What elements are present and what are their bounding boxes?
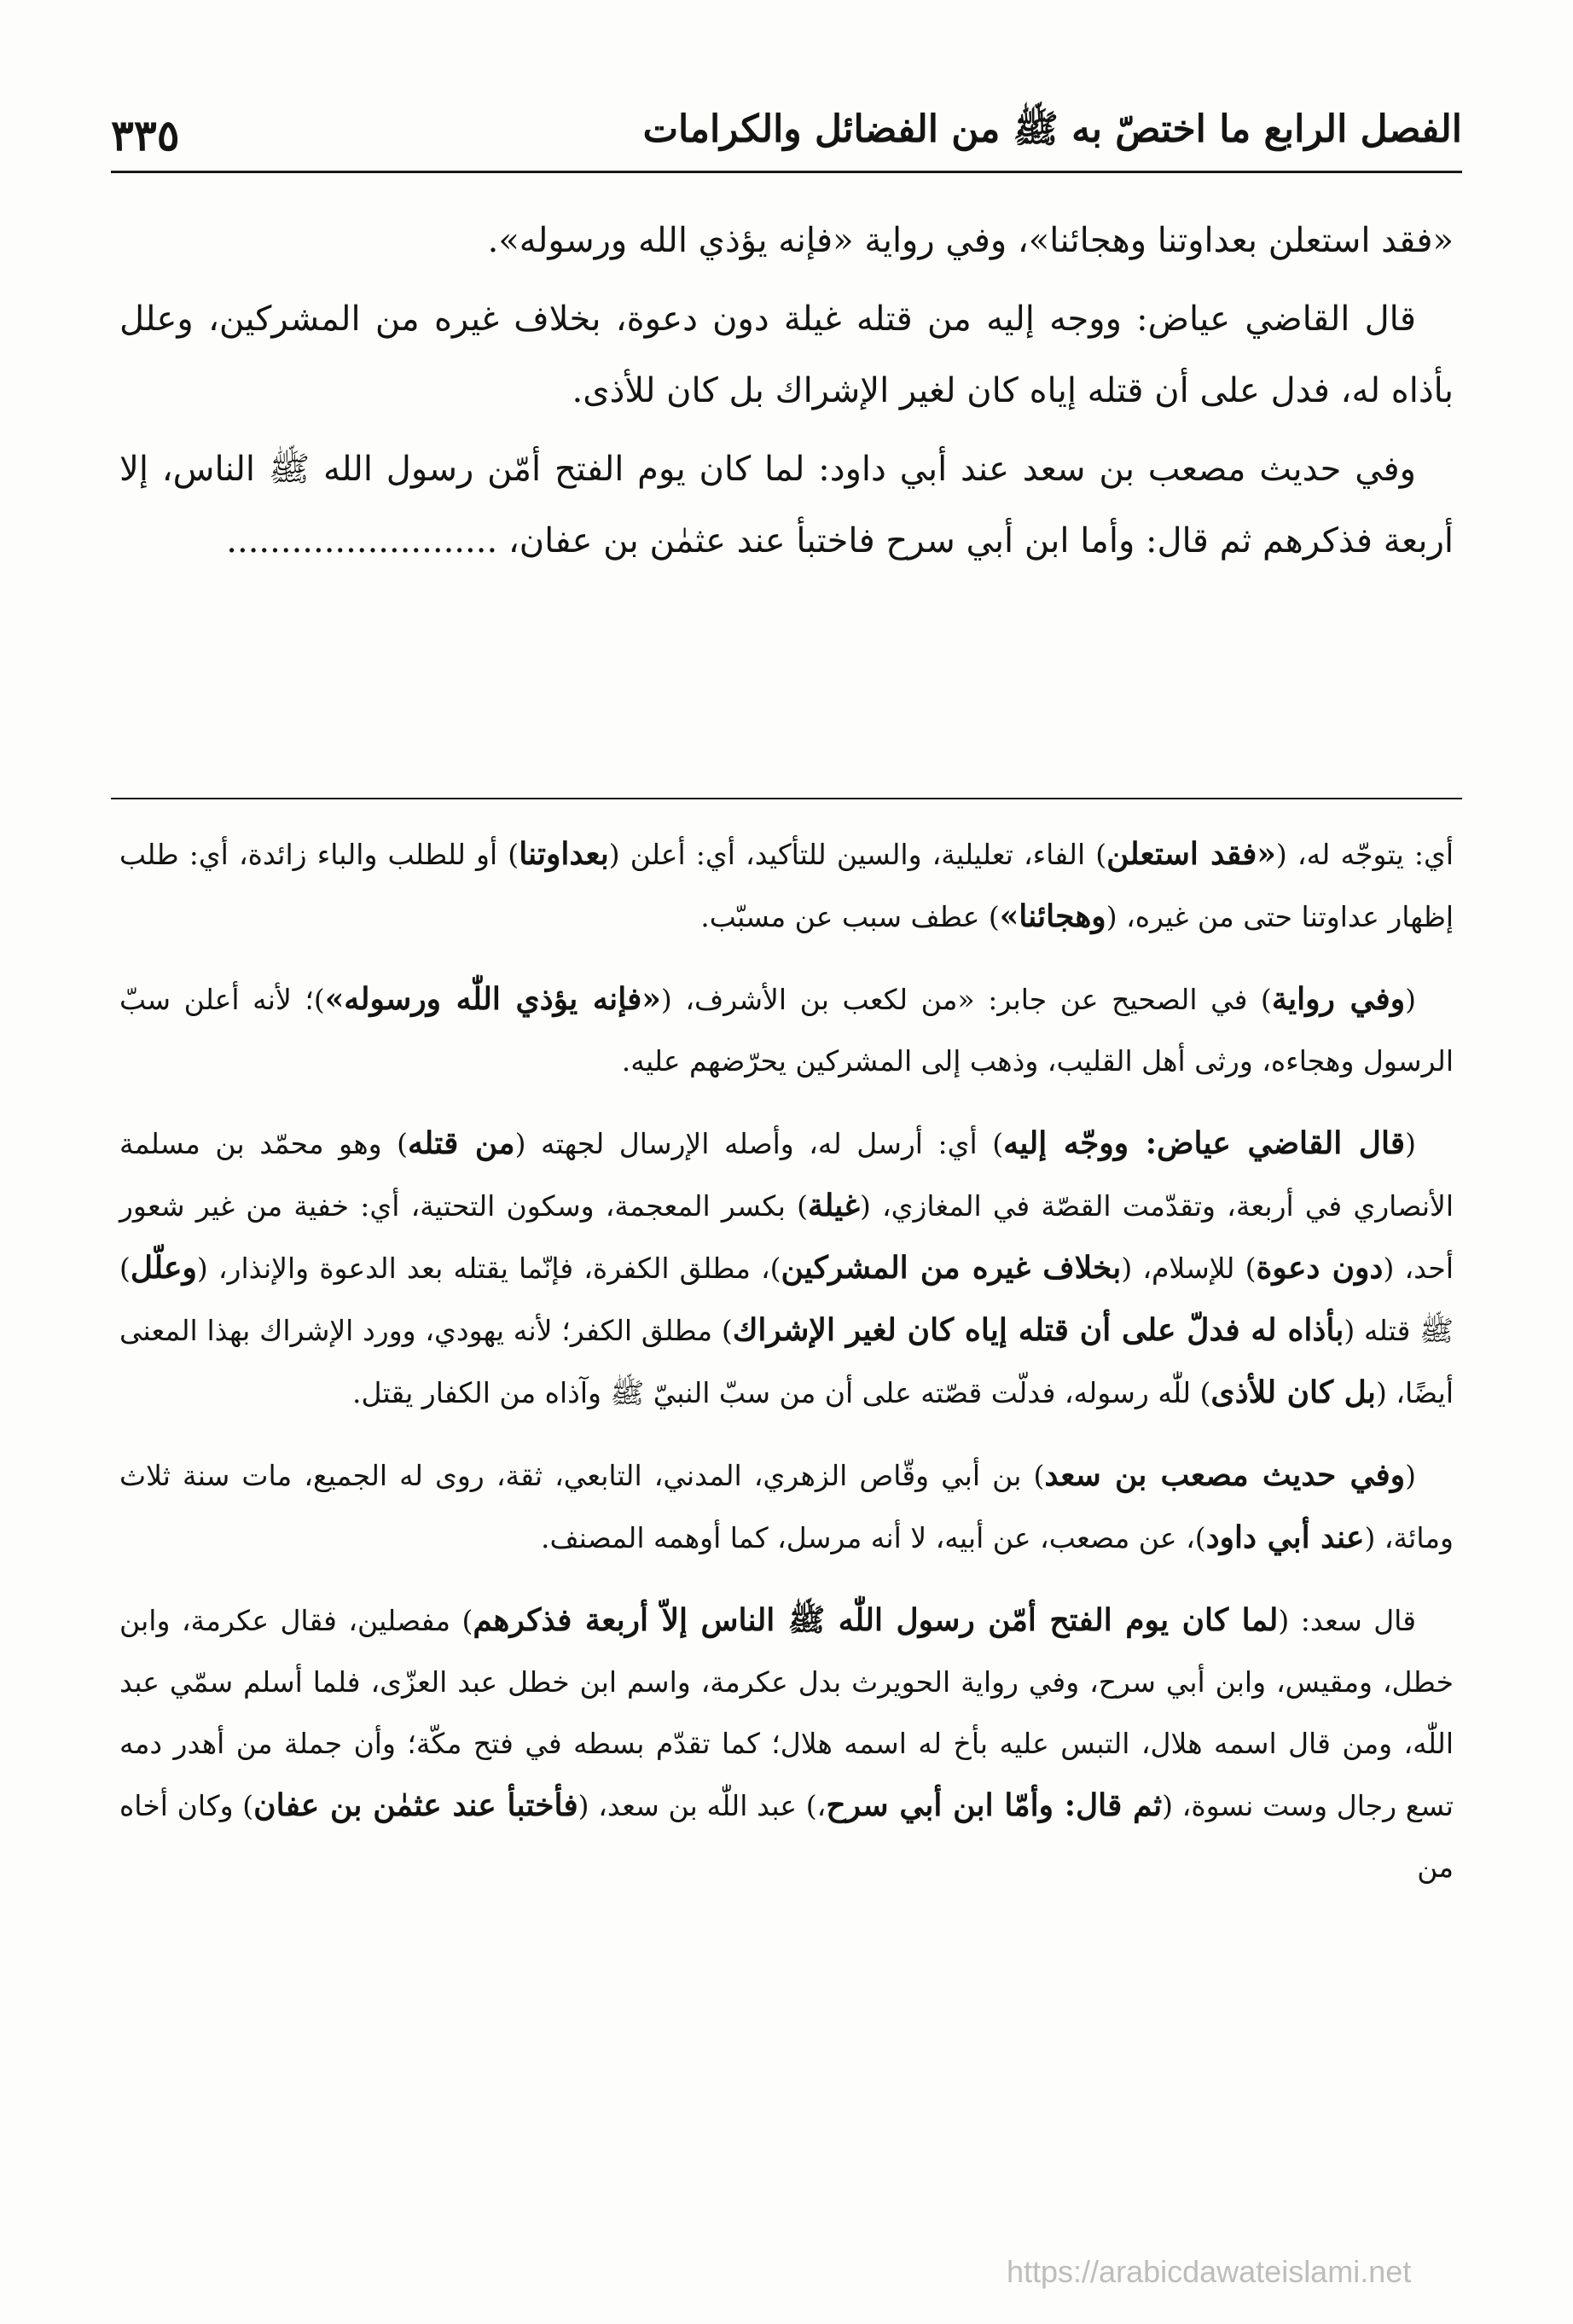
commentary-fragment: ) مطلق الكفر؛ لأنه يهودي، وورد الإشراك بهذا المعنى أيضًا، ( — [119, 1314, 1454, 1409]
running-header — [111, 84, 1462, 160]
main-text-line: «فقد استعلن بعداوتنا وهجائنا»، وفي رواية «فإنه يؤذي الله ورسوله». — [487, 221, 1454, 260]
commentary-fragment: ) أي: أرسل له، وأصله الإرسال لجهته ( — [514, 1127, 1004, 1160]
main-text-line: وفي حديث مصعب بن سعد عند أبي داود: لما كان يوم الفتح أمّن رسول الله ﷺ الناس، إلا أربعة فذكرهم ثم قال: وأما ابن أبي سرح فاختبأ عند عثمٰن بن عفان، — [119, 450, 1454, 561]
quoted-lemma: وعلّل — [130, 1250, 197, 1286]
commentary-paragraph — [119, 968, 1454, 1092]
commentary-fragment: ( — [1405, 1127, 1417, 1160]
quoted-lemma: بخلاف غيره من المشركين — [781, 1250, 1122, 1286]
quoted-lemma: لما كان يوم الفتح أمّن رسول اللّٰه ﷺ الناس إلاّ أربعة فذكرهم — [473, 1602, 1279, 1638]
watermark-url: https://arabicdawateislami.net — [1007, 2254, 1412, 2289]
commentary-fragment: ) ﷺ قتله ( — [119, 1252, 1454, 1347]
commentary-paragraph — [119, 1444, 1454, 1569]
commentary-fragment: ) أو للطلب والباء زائدة، أي: طلب إظهار عداوتنا حتى من غيره، ( — [119, 838, 1454, 933]
commentary-fragment: ( — [1405, 983, 1416, 1016]
quoted-lemma: وفي حديث مصعب بن سعد — [1044, 1457, 1406, 1493]
quoted-lemma: عند أبي داود — [1205, 1519, 1365, 1555]
commentary-text — [119, 823, 1454, 1919]
quoted-lemma: من قتله — [408, 1125, 515, 1161]
commentary-paragraph — [119, 823, 1454, 948]
commentary-paragraph — [119, 1113, 1454, 1424]
quoted-lemma: «فقد استعلن — [1106, 836, 1276, 872]
quoted-lemma: وهجائنا» — [999, 898, 1106, 934]
commentary-fragment: )؛ لأنه أعلن سبّ الرسول وهجاءه، ورثى أهل القليب، وذهب إلى المشركين يحرّضهم عليه. — [119, 983, 1454, 1078]
ellipsis-dots: ......................... — [226, 521, 498, 561]
main-text-paragraph — [119, 205, 1454, 276]
header-divider — [111, 171, 1462, 173]
commentary-fragment: ،) عبد اللّٰه بن سعد، ( — [578, 1789, 827, 1822]
commentary-fragment: ) للّٰه رسوله، فدلّت قصّته على أن من سبّ النبيّ ﷺ وآذاه من الكفار يقتل. — [351, 1376, 1211, 1409]
main-text-line: قال القاضي عياض: ووجه إليه من قتله غيلة دون دعوة، بخلاف غيره من المشركين، وعلل بأذاه له، فدل على أن قتله إياه كان لغير الإشراك بل كان للأذى. — [119, 299, 1454, 410]
commentary-fragment: ) عطف سبب عن مسبّب. — [700, 900, 1000, 933]
chapter-title: الفصل الرابع ما اختصّ به ﷺ من الفضائل والكرامات — [642, 107, 1462, 151]
commentary-fragment: أي: يتوجّه له، ( — [1275, 838, 1454, 871]
commentary-fragment: ) وهو محمّد بن مسلمة الأنصاري في أربعة، وتقدّمت القصّة في المغازي، ( — [119, 1127, 1454, 1223]
quoted-lemma: غيلة — [808, 1188, 860, 1223]
commentary-fragment: )، مطلق الكفرة، فإنّما يقتله بعد الدعوة والإنذار، ( — [196, 1252, 781, 1285]
quoted-lemma: دون دعوة — [1256, 1250, 1384, 1286]
quoted-lemma: فأختبأ عند عثمٰن بن عفان — [253, 1787, 578, 1823]
quoted-lemma: بل كان للأذى — [1210, 1374, 1376, 1410]
commentary-paragraph — [119, 1589, 1454, 1898]
main-text-paragraph — [119, 433, 1454, 577]
quoted-lemma: بعداوتنا — [519, 836, 609, 872]
commentary-fragment: ( — [1405, 1459, 1416, 1492]
quoted-lemma: ثم قال: وأمّا ابن أبي سرح — [826, 1787, 1163, 1823]
commentary-fragment: ) للإسلام، ( — [1121, 1252, 1257, 1285]
quoted-lemma: قال القاضي عياض: ووجّه إليه — [1003, 1125, 1406, 1161]
commentary-fragment: )، عن مصعب، عن أبيه، لا أنه مرسل، كما أوهمه المصنف. — [540, 1521, 1206, 1554]
commentary-fragment: ) مفصلين، فقال عكرمة، وابن خطل، ومقيس، وابن أبي سرح، وفي رواية الحويرث بدل عكرمة، واسم ابن خطل عبد العزّى، فلما أسلم سمّي عبد اللّٰه، ومن قال اسمه هلال، التبس عليه بأخ له اسمه هلال؛ كما تقدّم بسطه في فتح مكّة؛ وأن جملة من أهدر دمه تسع رجال وست نسوة، ( — [119, 1604, 1454, 1822]
commentary-fragment: ) بن أبي وقّاص الزهري، المدني، التابعي، ثقة، روى له الجميع، مات سنة ثلاث ومائة، ( — [119, 1459, 1454, 1554]
quoted-lemma: بأذاه له فدلّ على أن قتله إياه كان لغير الإشراك — [732, 1312, 1344, 1348]
main-text — [119, 205, 1454, 584]
quoted-lemma: وفي رواية — [1271, 981, 1406, 1017]
page-number: ٣٣٥ — [111, 110, 180, 160]
main-text-paragraph — [119, 283, 1454, 427]
commentary-fragment: ) الفاء، تعليلية، والسين للتأكيد، أي: أعلن ( — [608, 838, 1107, 871]
commentary-fragment: ) بكسر المعجمة، وسكون التحتية، أي: خفية من غير شعور أحد، ( — [119, 1189, 1454, 1285]
commentary-fragment: قال سعد: ( — [1278, 1604, 1417, 1637]
commentary-fragment: ) في الصحيح عن جابر: «من لكعب بن الأشرف، ( — [660, 983, 1272, 1016]
commentary-divider — [111, 798, 1462, 799]
commentary-fragment: ) وكان أخاه من — [119, 1789, 1454, 1884]
quoted-lemma: «فإنه يؤذي اللّٰه ورسوله» — [324, 981, 661, 1017]
